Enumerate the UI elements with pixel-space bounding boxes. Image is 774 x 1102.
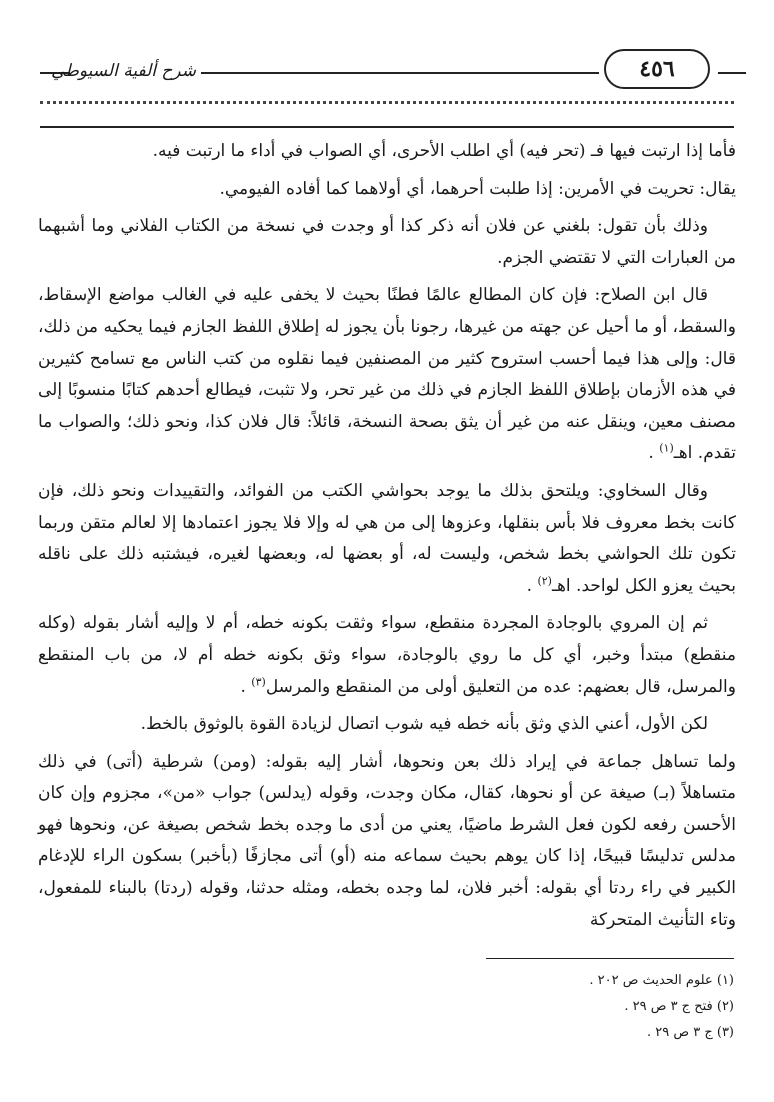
text-top-rule xyxy=(40,126,734,128)
running-title: شرح ألفية السيوطي xyxy=(51,61,196,81)
paragraph: قال ابن الصلاح: فإن كان المطالع عالمًا فطنًا بحيث لا يخفى عليه في الغالب مواضع الإسقاط، والسقط، أو ما أحيل عن جهته من غيرها، رجونا بأن يجوز له إطلاق اللفظ الجازم فيما يحكيه من ذلك، قال: وإلى هذا فيما أحسب استروح كثير من المصنفين فيما نقلوه من كتب الناس مع تسامح كثيرين في هذه الأزمان بإطلاق اللفظ الجازم في ذلك من غير تحر، ولا تثبت، فيطالع أحدهم كتابًا منسوبًا إلى مصنف معين، وينقل عنه من غير أن يثق بصحة النسخة، قائلاً: قال فلان كذا، ونحو ذلك؛ والصواب ما تقدم. اهـ$^{(١)}$ . xyxy=(38,285,736,464)
footnote-ref: (١) xyxy=(659,441,674,455)
footnote-rule xyxy=(486,958,734,959)
paragraph: ولما تساهل جماعة في إيراد ذلك بعن ونحوها، أشار إليه بقوله: (ومن) شرطية (أتى) في ذلك متساهلاً (بـ) صيغة عن أو نحوها، كقال، مكان وجدت، وقوله (يدلس) جواب «من»، مجزوم وإن كان الأحسن رفعه لكون فعل الشرط ماضيًا، يعني من أدى ما وجده بخط شخص بصيغة عن، ونحوها فهو مدلس تدليسًا قبيحًا، إذا كان يوهم بحيث سماعه منه (أو) أتى مجازفًا (بأخبر) بسكون الراء للإدغام الكبير في راء ردتا أي بقوله: أخبر فلان، لما وجده بخطه، ومثله حدثنا، وقوله (ردتا) بالبناء للمفعول، وتاء التأنيث المتحركة xyxy=(38,751,736,930)
paragraph: لكن الأول، أعني الذي وثق بأنه خطه فيه شوب اتصال لزيادة القوة بالوثوق بالخط. xyxy=(140,714,708,735)
paragraph: وذلك بأن تقول: بلغني عن فلان أنه ذكر كذا أو وجدت في نسخة من الكتاب الفلاني وما أشبهما من العبارات التي لا تقتضي الجزم. xyxy=(38,216,736,268)
paragraph: ثم إن المروي بالوجادة المجردة منقطع، سواء وثقت بكونه خطه، أم لا وإليه أشار بقوله (وكله منقطع) مبتدأ وخبر، أي كل ما روي بالوجادة، سواء وثق بكونه خطه أم لا، من باب المنقطع والمرسل، قال بعضهم: عده من التعليق أولى من المنقطع والمرسل$^{(٣)}$ . xyxy=(38,613,736,697)
footnote: (٢) فتح ج ٣ ص ٢٩ . xyxy=(624,999,734,1014)
header-rule-middle xyxy=(201,72,599,74)
paragraph: يقال: تحريت في الأمرين: إذا طلبت أحرهما، أي أولاهما كما أفاده الفيومي. xyxy=(219,178,736,199)
header-rule-right xyxy=(718,72,746,74)
page-number: ٤٥٦ xyxy=(604,49,710,89)
footnote: (١) علوم الحديث ص ٢٠٢ . xyxy=(589,973,734,988)
dotted-divider xyxy=(40,101,734,113)
footnote: (٣) ج ٣ ص ٢٩ . xyxy=(647,1025,734,1040)
page-header xyxy=(26,44,748,92)
paragraph: وقال السخاوي: ويلتحق بذلك ما يوجد بحواشي الكتب من الفوائد، والتقييدات ونحو ذلك، فإن كانت بخط معروف فلا بأس بنقلها، وعزوها إلى من هي له وإلا فلا يجوز اعتمادها إلا لعالم متقن وربما تكون تلك الحواشي بخط شخص، وليست له، أو بعضها له، وبعضها لغيره، فيشتبه ذلك على ناقله بحيث يعزو الكل لواحد. اهـ$^{(٢)}$ . xyxy=(38,480,736,596)
paragraph: فأما إذا ارتبت فيها فـ (تحر فيه) أي اطلب الأحرى، أي الصواب في أداء ما ارتبت فيه. xyxy=(152,141,736,161)
footnotes xyxy=(380,968,734,1046)
main-text xyxy=(38,136,736,942)
footnote-ref: (٣) xyxy=(251,674,266,688)
footnote-ref: (٢) xyxy=(537,574,552,588)
